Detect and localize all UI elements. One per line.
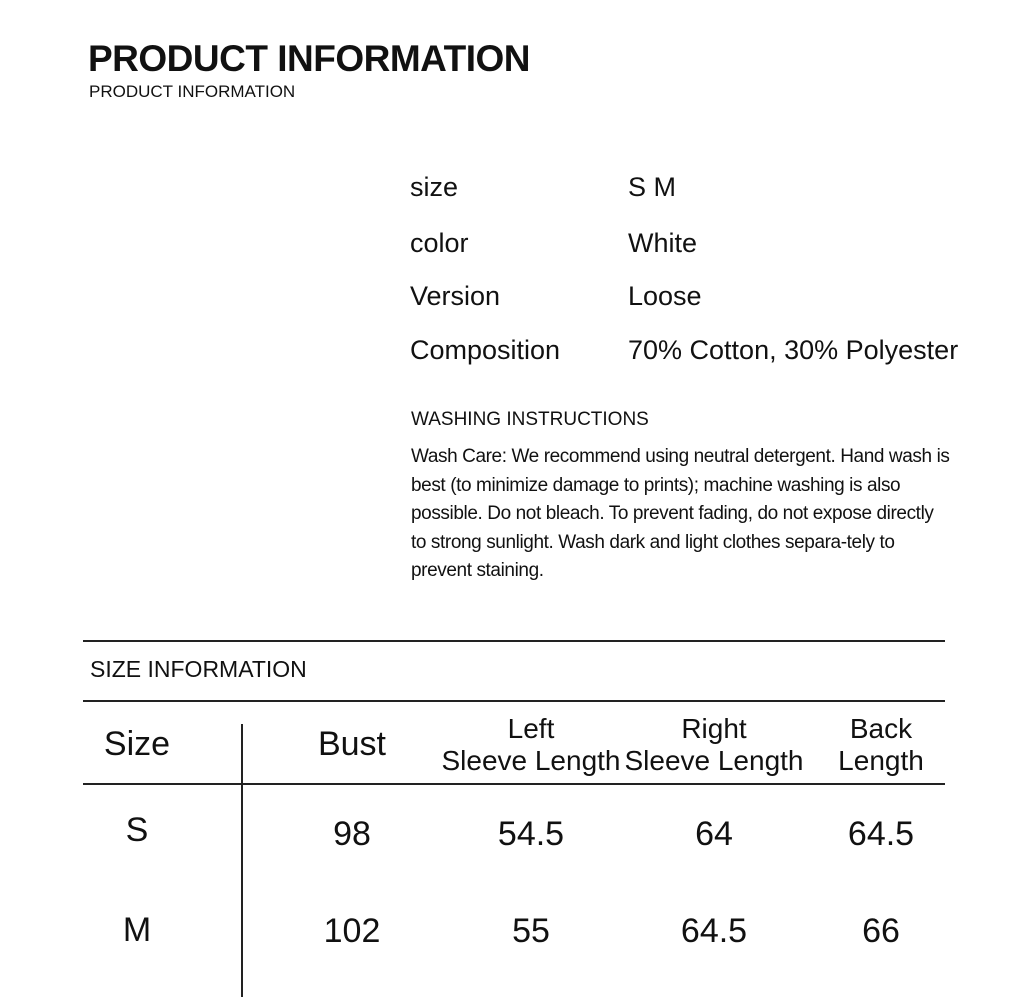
attr-value-size: S M <box>628 172 677 202</box>
cell-left-sleeve: 55 <box>512 912 550 950</box>
attr-label-size: size <box>410 172 459 202</box>
divider-table-top <box>83 700 945 702</box>
header-left-sleeve-line1: Left <box>507 713 555 744</box>
cell-size: M <box>122 911 152 949</box>
size-info-title: SIZE INFORMATION <box>90 656 307 682</box>
page-subtitle: PRODUCT INFORMATION <box>89 82 296 101</box>
header-back-length-line2: Length <box>838 745 924 776</box>
divider-header-bottom <box>83 783 945 785</box>
column-divider <box>241 724 243 997</box>
washing-text: Wash Care: We recommend using neutral detergent. Hand wash is best (to minimize damage to prints); machine washing is also possible. Do not bleach. To prevent fading, do not expose directly to strong sunlight. Wash dark and light clothes separa-tely to prevent staining. <box>411 446 950 581</box>
attr-label-color: color <box>410 228 469 258</box>
cell-left-sleeve: 54.5 <box>497 815 565 853</box>
attr-value-composition: 70% Cotton, 30% Polyester <box>628 335 959 365</box>
header-right-sleeve-line2: Sleeve Length <box>624 745 804 776</box>
cell-right-sleeve: 64.5 <box>680 912 748 950</box>
attr-value-version: Loose <box>628 281 702 311</box>
header-left-sleeve-line2: Sleeve Length <box>441 745 621 776</box>
cell-size: S <box>125 811 149 849</box>
header-right-sleeve-line1: Right <box>681 713 747 744</box>
attr-label-composition: Composition <box>410 335 561 365</box>
attr-value-color: White <box>628 228 698 258</box>
cell-back-length: 64.5 <box>847 815 915 853</box>
cell-bust: 102 <box>323 912 381 950</box>
cell-back-length: 66 <box>862 912 900 950</box>
cell-right-sleeve: 64 <box>695 815 733 853</box>
attr-label-version: Version <box>410 281 501 311</box>
header-size: Size <box>103 725 171 763</box>
page-title: PRODUCT INFORMATION <box>88 38 530 79</box>
header-back-length-line1: Back <box>849 713 913 744</box>
header-bust: Bust <box>317 725 387 763</box>
divider-top <box>83 640 945 642</box>
washing-title: WASHING INSTRUCTIONS <box>411 409 649 430</box>
cell-bust: 98 <box>333 815 371 853</box>
